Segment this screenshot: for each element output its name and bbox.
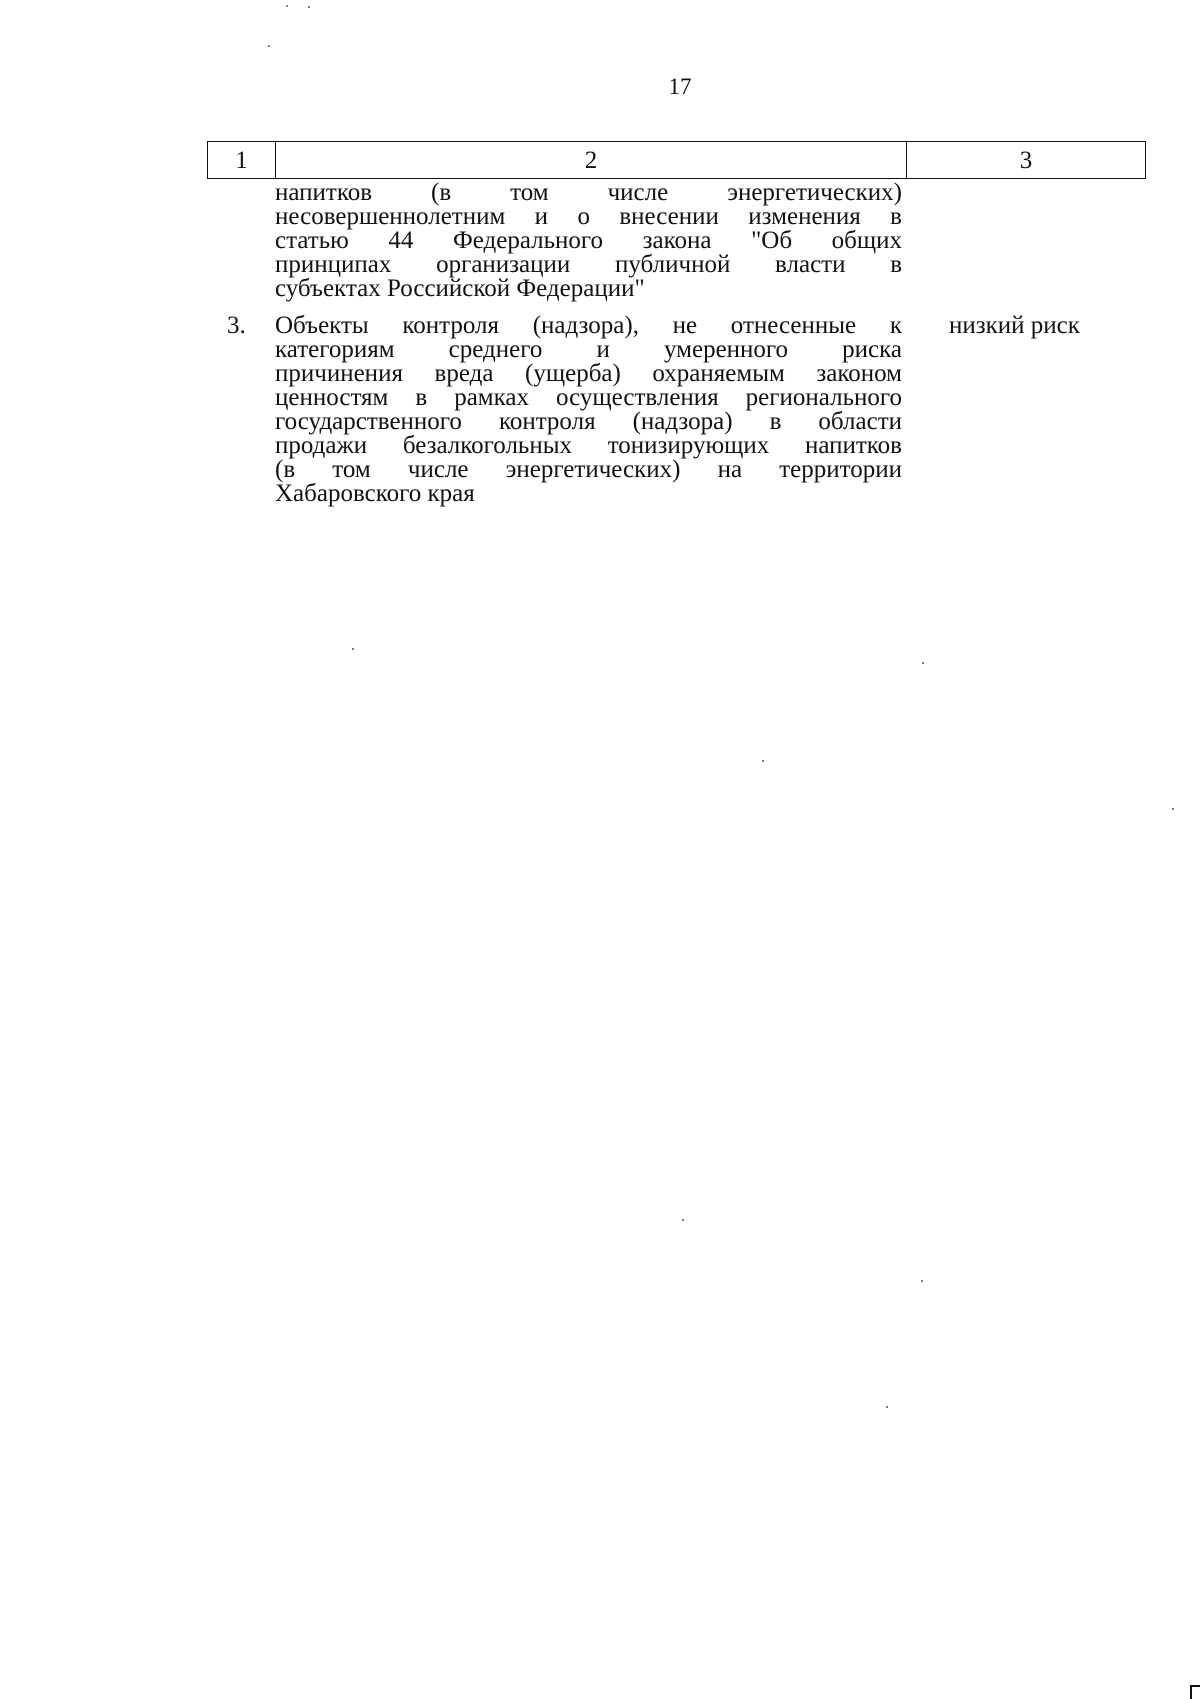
scan-speck [1172, 808, 1174, 810]
scan-speck [286, 5, 288, 7]
scan-speck [268, 45, 270, 47]
row-number: 3. [227, 312, 246, 339]
page-number: 17 [668, 74, 692, 99]
text-line: ценностям в рамках осуществления регионального [275, 384, 902, 411]
text-line: Хабаровского края [275, 480, 475, 507]
text-line: несовершеннолетним и о внесении изменения в [275, 203, 902, 230]
text-line: государственного контроля (надзора) в области [275, 408, 902, 435]
text-line: продажи безалкогольных тонизирующих напитков [275, 432, 902, 459]
row-description [275, 314, 902, 506]
header-cell-1: 1 [208, 142, 276, 178]
scan-speck [682, 1219, 684, 1221]
text-line: статью 44 Федерального закона "Об общих [275, 227, 902, 254]
scan-speck [921, 1280, 923, 1282]
row-description [275, 181, 902, 301]
scan-speck [308, 6, 310, 8]
text-line: субъектах Российской Федерации" [275, 275, 645, 302]
text-line: категориям среднего и умеренного риска [275, 336, 902, 363]
scan-speck [922, 662, 924, 664]
scan-speck [886, 1406, 888, 1408]
header-cell-3: 3 [1019, 147, 1033, 174]
scan-speck [352, 648, 354, 650]
text-line: Объекты контроля (надзора), не отнесенные к [275, 312, 902, 339]
text-line: напитков (в том числе энергетических) [275, 179, 902, 206]
table-header [207, 141, 1146, 179]
header-cell-2: 2 [276, 142, 907, 178]
risk-category: низкий риск [949, 312, 1080, 339]
text-line: (в том числе энергетических) на территории [275, 456, 902, 483]
text-line: принципах организации публичной власти в [275, 251, 902, 278]
scan-speck [762, 760, 764, 762]
text-line: причинения вреда (ущерба) охраняемым законом [275, 360, 902, 387]
corner-mark [1190, 1685, 1200, 1699]
